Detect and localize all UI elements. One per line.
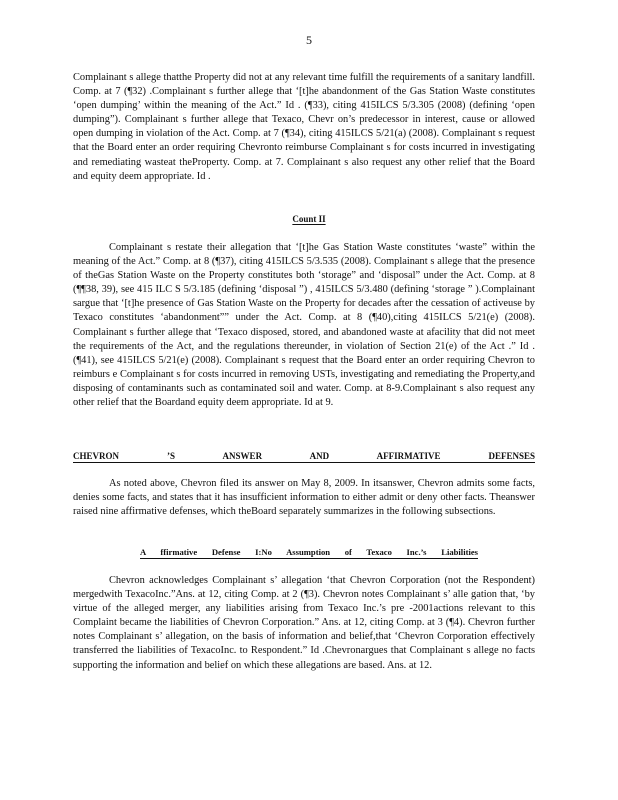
paragraph-defense-one: Chevron acknowledges Complainant s’ allegation ‘that Chevron Corporation (not the Respondent) mergedwith TexacoInc.”Ans. at 12, citing Comp. at 2 (¶3). Chevron notes Complainant s’ alle gation that, ‘by virtue of the alleged merger, any liabilities arising from Texaco Inc.’s pre -2001actions relevant to this Complaint became the liabilities of Chevron Corporation.” Ans. at 12, citing Comp. at 3 (¶4). Chevron further notes Complainant s’ allegation, on the basis of information and belief,that ‘Chevron Corporation effectively transferred the liabilities of TexacoInc. to Respondent.” Id .Chevronargues that Complainant s allege no facts supporting the information and belief on which these allegations are based. Ans. at 12. <box>73 575 535 671</box>
paragraph-chevron-answer: As noted above, Chevron filed its answer on May 8, 2009. In itsanswer, Chevron admits some facts, denies some facts, and states that it has insufficient information to either admit or deny other facts. Theanswer raised nine affirmative defenses, which theBoard separately summarizes in the following subsections. <box>73 478 535 518</box>
paragraph-count-two-allegations: Complainant s restate their allegation that ‘[t]he Gas Station Waste constitutes ‘waste” within the meaning of the Act.” Comp. at 8 (¶37), citing 415ILCS 5/3.535 (2008). Complainant s allege that the presence of theGas Station Waste on the Property constitutes both ‘storage” and ‘disposal” under the Act. Comp. at 8 (¶¶38, 39), see 415 ILC S 5/3.185 (defining ‘disposal ”) , 415ILCS 5/3.480 (defining ‘storage ” ).Complainant sargue that ‘[t]he presence of Gas Station Waste on the Property for decades after the cessation of activeuse by Texaco constitutes ‘abandonment”” under the Act. Comp. at 8 (¶40),citing 415ILCS 5/21(e) (2008). Complainant s further allege that ‘Texaco disposed, stored, and abandoned waste at afacility that did not meet the requirements of the Act, and the regulations thereunder, in violation of Section 21(e) of the Act .” Id . (¶41), see 415ILCS 5/21(e) (2008). Complainant s request that the Board enter an order requiring Chevron to reimburs e Complainant s for costs incurred in removing USTs, investigating and remediating the Property,and disposing of contaminants such as contaminated soil and water. Comp. at 8-9.Complainant s also request any other relief that the Boardand equity deem appropriate. Id at 9. <box>73 242 535 409</box>
heading-chevron-answer-text: CHEVRON ’S ANSWER AND AFFIRMATIVE DEFENSES <box>73 451 535 461</box>
heading-count-two-text: Count II <box>292 214 326 224</box>
heading-affirmative-defense-one-text: A ffirmative Defense I:No Assumption of Texaco Inc.’s Liabilities <box>140 547 478 557</box>
paragraph-count-one-allegations: Complainant s allege thatthe Property did not at any relevant time fulfill the requirements of a sanitary landfill. Comp. at 7 (¶32) .Complainant s further allege that ‘[t]he abandonment of the Gas Station Waste constitutes ‘open dumping’ within the meaning of the Act.” Id . (¶33), citing 415ILCS 5/3.305 (2008) (defining ‘open dumping”). Complainant s further allege that Texaco, Chevr on’s predecessor in interest, cause or allowed open dumping in violation of the Act. Comp. at 7 (¶34), citing 415ILCS 5/21(a) (2008). Complainant s request that the Board enter an order requiring Chevronto reimburse Complainant s for costs incurred in investigating and remediating wasteat theProperty. Comp. at 7. Complainant s also request any other relief that the Board and equity deem appropriate. Id . <box>73 72 535 182</box>
heading-count-two <box>0 214 618 224</box>
page-number: 5 <box>306 33 312 47</box>
heading-affirmative-defense-one <box>140 547 478 559</box>
heading-chevron-answer <box>73 451 535 463</box>
